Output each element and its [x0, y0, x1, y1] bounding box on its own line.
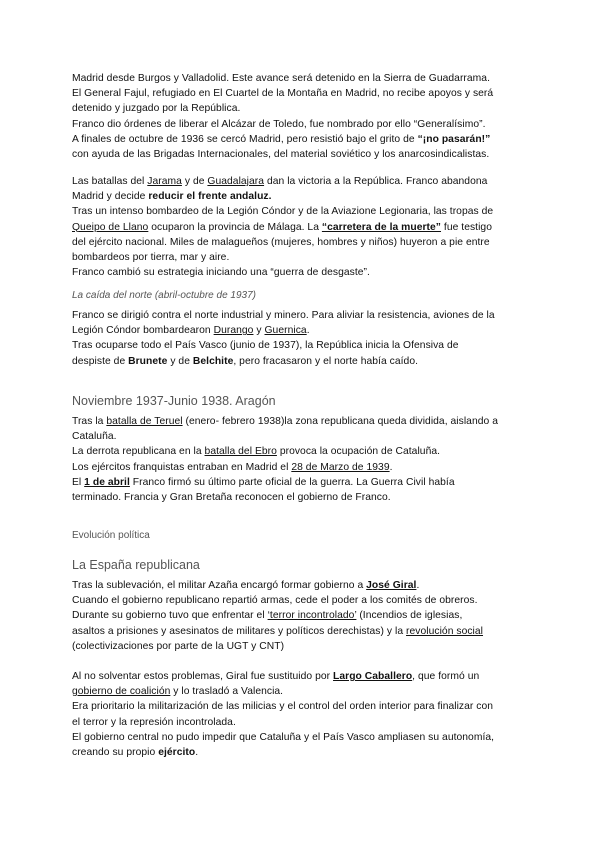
text-run: Durante su gobierno tuvo que enfrentar el	[72, 610, 268, 622]
text-run: .	[306, 325, 310, 337]
text-run: .	[389, 461, 393, 473]
text-line: con ayuda de las Brigadas Internacionales, del material soviético y los anarcosindicalistas.	[72, 149, 490, 161]
text-line: Tras un intenso bombardeo de la Legión Cóndor y de la Aviazione Legionaria, las tropas de	[72, 206, 494, 218]
text-line	[72, 174, 532, 189]
text-line: detenido y juzgado por la República.	[72, 103, 241, 115]
link-durango[interactable]: Durango	[213, 325, 254, 337]
paragraph-aragon	[72, 414, 532, 505]
text-line	[72, 475, 532, 490]
section-heading-espana-republicana: La España republicana	[72, 558, 200, 572]
paragraph-largo-caballero	[72, 669, 532, 760]
text-run: y de	[167, 355, 193, 367]
text-line	[72, 624, 532, 639]
text-run: A finales de octubre de 1936 se cercó Madrid, pero resistió bajo el grito de	[72, 133, 418, 145]
text-line	[72, 460, 532, 475]
text-run: despiste de	[72, 355, 129, 367]
text-run: Franco firmó su último parte oficial de la guerra. La Guerra Civil había	[129, 476, 455, 488]
text-run: Al no solventar estos problemas, Giral fue sustituido por	[72, 671, 334, 682]
text-run: , pero fracasaron y el norte había caído.	[233, 355, 419, 367]
paragraph-jarama-malaga	[72, 174, 532, 280]
bold-ejercito: ejército	[158, 747, 196, 759]
link-queipo-de-llano[interactable]: Queipo de Llano	[72, 221, 149, 233]
link-gobierno-de-coalicion[interactable]: gobierno de coalición	[72, 686, 171, 698]
link-jarama[interactable]: Jarama	[147, 176, 182, 187]
text-line: Franco dio órdenes de liberar el Alcázar de Toledo, fue nombrado por ello “Generalísimo”.	[72, 118, 486, 130]
text-run: dan la victoria a la República. Franco abandona	[264, 176, 488, 187]
bold-no-pasaran: “¡no pasarán!”	[417, 133, 491, 145]
text-line: terminado. Francia y Gran Bretaña reconocen el gobierno de Franco.	[72, 492, 391, 504]
text-run: .	[195, 747, 199, 759]
link-28-marzo-1939[interactable]: 28 de Marzo de 1939	[291, 461, 390, 473]
section-heading-evolucion: Evolución política	[72, 530, 150, 541]
text-run: fue testigo	[441, 221, 492, 233]
text-run: La derrota republicana en la	[72, 446, 205, 458]
text-line	[72, 578, 532, 593]
text-run: provoca la ocupación de Cataluña.	[276, 446, 441, 458]
paragraph-giral	[72, 578, 532, 654]
text-line: Cuando el gobierno republicano repartió armas, cede el poder a los comités de obreros.	[72, 595, 478, 607]
text-line	[72, 354, 532, 369]
text-run: creando su propio	[72, 747, 159, 759]
link-revolucion-social[interactable]: revolución social	[406, 625, 484, 637]
text-line: El gobierno central no pudo impedir que Cataluña y el País Vasco ampliasen su autonomía,	[72, 731, 495, 743]
text-line	[72, 669, 532, 684]
link-1-de-abril[interactable]: 1 de abril	[84, 476, 130, 488]
text-line: Cataluña.	[72, 431, 117, 443]
link-jose-giral[interactable]: José Giral	[366, 580, 417, 591]
text-line: Tras ocuparse todo el País Vasco (junio de 1937), la República inicia la Ofensiva de	[72, 340, 459, 352]
text-line	[72, 414, 532, 429]
text-line	[72, 220, 532, 235]
text-run: Tras la sublevación, el militar Azaña encargó formar gobierno a	[72, 580, 367, 591]
text-line	[72, 323, 532, 338]
link-terror-incontrolado[interactable]: ‘terror incontrolado’	[267, 610, 357, 622]
text-run: Madrid y decide	[72, 191, 149, 203]
text-line: del ejército nacional. Miles de malagueños (mujeres, hombres y niños) huyeron a pie entre	[72, 236, 490, 248]
text-line	[72, 684, 532, 699]
text-run: Las batallas del	[72, 176, 148, 187]
bold-brunete: Brunete	[128, 355, 168, 367]
text-run: y	[253, 325, 265, 337]
text-run: El	[72, 476, 85, 488]
text-line: (colectivizaciones por parte de la UGT y CNT)	[72, 640, 285, 652]
bold-belchite: Belchite	[192, 355, 234, 367]
text-run: Los ejércitos franquistas entraban en Madrid el	[72, 461, 292, 473]
text-line	[72, 745, 532, 760]
text-line: el terror y la represión incontrolada.	[72, 716, 236, 728]
link-largo-caballero[interactable]: Largo Caballero	[333, 671, 413, 682]
text-run: (Incendios de iglesias,	[356, 610, 463, 622]
text-line: El General Fajul, refugiado en El Cuartel de la Montaña en Madrid, no recibe apoyos y será	[72, 88, 494, 100]
link-batalla-del-ebro[interactable]: batalla del Ebro	[204, 446, 277, 458]
text-line: Madrid desde Burgos y Valladolid. Este avance será detenido en la Sierra de Guadarrama.	[72, 73, 490, 84]
text-run: y de	[181, 176, 208, 187]
link-carretera-de-la-muerte[interactable]: “carretera de la muerte”	[321, 221, 442, 233]
text-run: ocuparon la provincia de Málaga. La	[148, 221, 322, 233]
text-line	[72, 189, 532, 204]
text-run: , que formó un	[412, 671, 480, 682]
text-line: Franco cambió su estrategia iniciando una “guerra de desgaste”.	[72, 267, 370, 279]
text-run: Tras la	[72, 416, 107, 427]
text-run: (enero- febrero 1938)la zona republicana queda dividida, aislando a	[182, 416, 498, 427]
text-run: .	[416, 580, 420, 591]
text-run: Legión Cóndor bombardearon	[72, 325, 214, 337]
paragraph-madrid-advance	[72, 71, 532, 162]
section-heading-norte: La caída del norte (abril-octubre de 1937)	[72, 290, 257, 301]
text-line	[72, 444, 532, 459]
link-guernica[interactable]: Guernica	[264, 325, 307, 337]
text-line	[72, 608, 532, 623]
text-run: y lo trasladó a Valencia.	[170, 686, 284, 698]
section-heading-aragon: Noviembre 1937-Junio 1938. Aragón	[72, 394, 276, 408]
text-line: Era prioritario la militarización de las milicias y el control del orden interior para finalizar con	[72, 701, 494, 713]
text-run: asaltos a prisiones y asesinatos de militares y políticos derechistas) y la	[72, 625, 407, 637]
link-batalla-de-teruel[interactable]: batalla de Teruel	[106, 416, 183, 427]
link-guadalajara[interactable]: Guadalajara	[207, 176, 265, 187]
paragraph-norte	[72, 308, 532, 369]
text-line: Franco se dirigió contra el norte industrial y minero. Para aliviar la resistencia, aviones de la	[72, 310, 495, 321]
text-line	[72, 132, 532, 147]
text-line: bombardeos por tierra, mar y aire.	[72, 252, 230, 264]
bold-reducir-frente: reducir el frente andaluz.	[148, 191, 272, 203]
